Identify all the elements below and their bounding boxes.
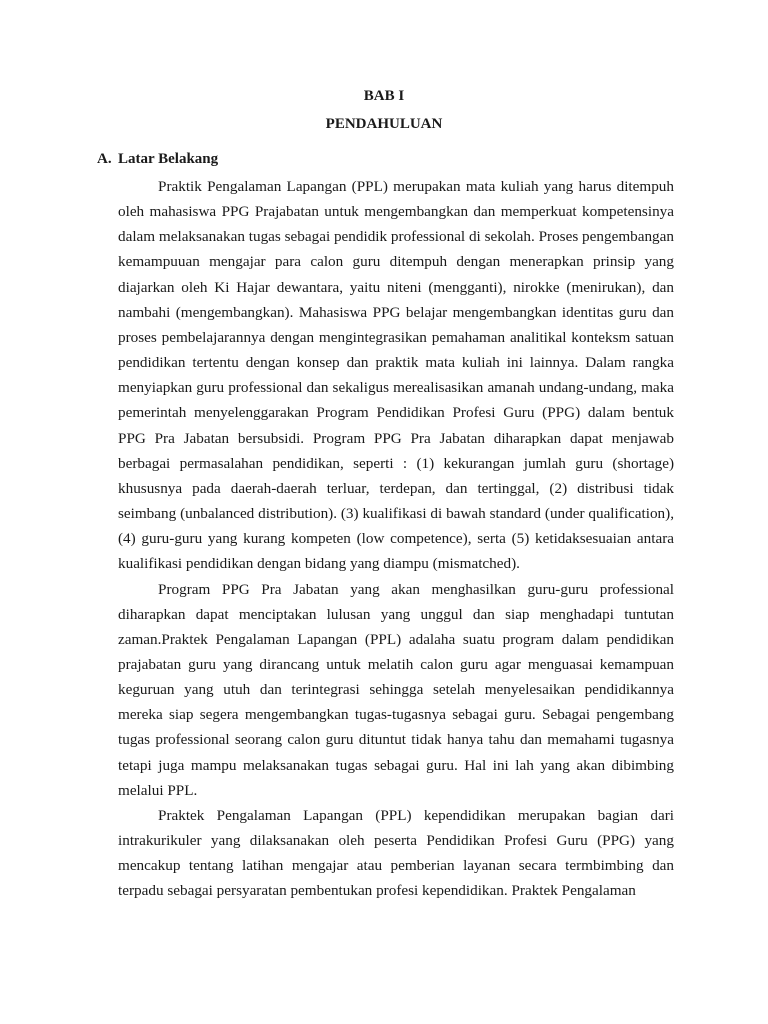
section-title: Latar Belakang bbox=[118, 151, 219, 167]
chapter-label: BAB I bbox=[363, 88, 405, 104]
section-letter: A. bbox=[97, 151, 112, 167]
paragraph-2: Program PPG Pra Jabatan yang akan menghasilkan guru-guru professional diharapkan dapat menciptakan lulusan yang unggul dan siap menghadapi tuntutan zaman.Praktek Pengalaman Lapangan (PPL) adalaha suatu program dalam pendidikan prajabatan guru yang dirancang untuk melatih calon guru agar menguasai kemampuan keguruan yang utuh dan terintegrasi sehingga setelah menyelesaikan pendidikannya mereka siap segera mengembangkan tugas-tugasnya sebagai guru. Sebagai pengembang tugas professional seorang calon guru dituntut tidak hanya tahu dan memahami tugasnya tetapi juga mampu melaksanakan tugas sebagai guru. Hal ini lah yang akan dibimbing melalui PPL. bbox=[118, 580, 674, 799]
paragraph-3: Praktek Pengalaman Lapangan (PPL) kependidikan merupakan bagian dari intrakurikuler yang dilaksanakan oleh peserta Pendidikan Profesi Guru (PPG) yang mencakup tentang latihan mengajar atau pemberian layanan secara termbimbing dan terpadu sebagai persyaratan pembentukan profesi kependidikan. Praktek Pengalaman bbox=[118, 806, 674, 900]
body-text bbox=[118, 174, 674, 904]
section-heading bbox=[97, 149, 218, 169]
chapter-title: PENDAHULUAN bbox=[325, 116, 443, 132]
paragraph-1: Praktik Pengalaman Lapangan (PPL) merupakan mata kuliah yang harus ditempuh oleh mahasiswa PPG Prajabatan untuk mengembangkan dan memperkuat kompetensinya dalam melaksanakan tugas sebagai pendidik professional di sekolah. Proses pengembangan kemampuuan mengajar para calon guru ditempuh dengan menerapkan prinsip yang diajarkan oleh Ki Hajar dewantara, yaitu niteni (mengganti), nirokke (menirukan), dan nambahi (mengembangkan). Mahasiswa PPG belajar mengembangkan identitas guru dan proses pembelajarannya dengan mengintegrasikan pemahaman analitikal konteksm satuan pendidikan tertentu dengan konsep dan praktik mata kuliah ini lainnya. Dalam rangka menyiapkan guru professional dan sekaligus merealisasikan amanah undang-undang, maka pemerintah menyelenggarakan Program Pendidikan Profesi Guru (PPG) dalam bentuk PPG Pra Jabatan bersubsidi. Program PPG Pra Jabatan diharapkan dapat menjawab berbagai permasalahan pendidikan, seperti : (1) kekurangan jumlah guru (shortage) khususnya pada daerah-daerah terluar, terdepan, dan tertinggal, (2) distribusi tidak seimbang (unbalanced distribution). (3) kualifikasi di bawah standard (under qualification), (4) guru-guru yang kurang kompeten (low competence), serta (5) ketidaksesuaian antara kualifikasi pendidikan dengan bidang yang diampu (mismatched). bbox=[118, 178, 674, 573]
